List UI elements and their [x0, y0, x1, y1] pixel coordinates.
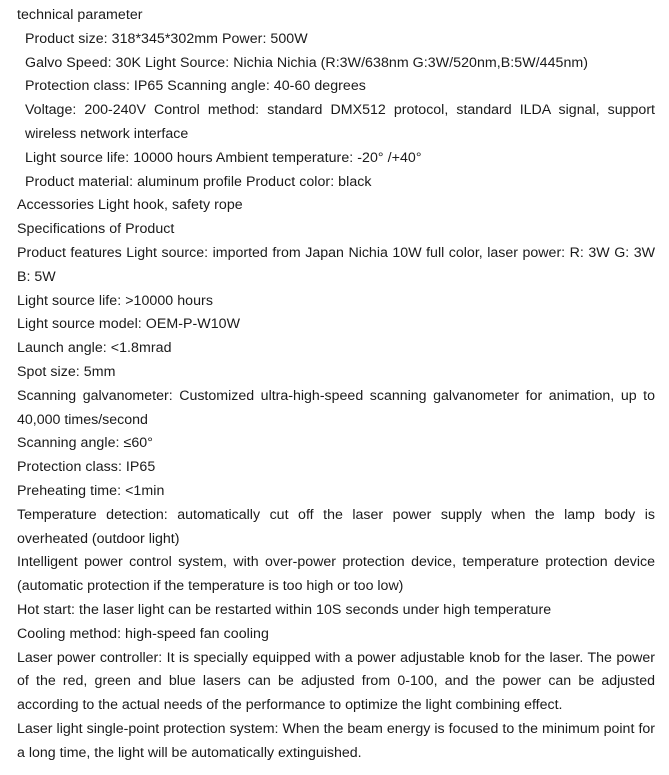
spec-line-voltage: Voltage: 200-240V Control method: standard DMX512 protocol, standard ILDA signal, support wireless network interface [25, 102, 655, 142]
feature-spot-size: Spot size: 5mm [17, 363, 116, 380]
document-body [17, 4, 655, 766]
specifications-heading: Specifications of Product [17, 221, 175, 238]
feature-power-control-system: Intelligent power control system, with over-power protection device, temperature protection device (automatic protection if the temperature is too high or too low) [17, 554, 655, 595]
feature-scanning-galvanometer: Scanning galvanometer: Customized ultra-high-speed scanning galvanometer for animation, up to 40,000 times/second [17, 387, 655, 428]
spec-line-protection-class: Protection class: IP65 Scanning angle: 40-60 degrees [25, 78, 366, 95]
spec-line-material: Product material: aluminum profile Product color: black [25, 173, 372, 190]
accessories-line: Accessories Light hook, safety rope [17, 197, 243, 214]
feature-hot-start: Hot start: the laser light can be restarted within 10S seconds under high temperature [17, 601, 552, 618]
spec-line-product-size: Product size: 318*345*302mm Power: 500W [25, 30, 308, 47]
feature-cooling-method: Cooling method: high-speed fan cooling [17, 625, 269, 642]
spec-line-light-source-life: Light source life: 10000 hours Ambient temperature: -20° /+40° [25, 149, 422, 166]
feature-launch-angle: Launch angle: <1.8mrad [17, 340, 172, 357]
feature-scanning-angle: Scanning angle: ≤60° [17, 435, 153, 452]
feature-single-point-protection: Laser light single-point protection system: When the beam energy is focused to the minimum point for a long time, the light will be automatically extinguished. [17, 720, 655, 761]
feature-temperature-detection: Temperature detection: automatically cut off the laser power supply when the lamp body is overheated (outdoor light) [17, 506, 655, 547]
spec-line-galvo-speed: Galvo Speed: 30K Light Source: Nichia Nichia (R:3W/638nm G:3W/520nm,B:5W/445nm) [25, 54, 589, 71]
feature-laser-power-controller: Laser power controller: It is specially equipped with a power adjustable knob for the laser. The power of the red, green and blue lasers can be adjusted from 0-100, and the power can be adjusted according to the actual needs of the performance to optimize the light combining effect. [17, 649, 655, 714]
technical-parameter-heading: technical parameter [17, 7, 143, 23]
feature-light-source-model: Light source model: OEM-P-W10W [17, 316, 241, 333]
feature-light-source: Product features Light source: imported from Japan Nichia 10W full color, laser power: R: 3W G: 3W B: 5W [17, 244, 655, 285]
feature-light-source-life: Light source life: >10000 hours [17, 292, 213, 309]
feature-preheating-time: Preheating time: <1min [17, 482, 165, 499]
feature-protection-class: Protection class: IP65 [17, 459, 156, 476]
